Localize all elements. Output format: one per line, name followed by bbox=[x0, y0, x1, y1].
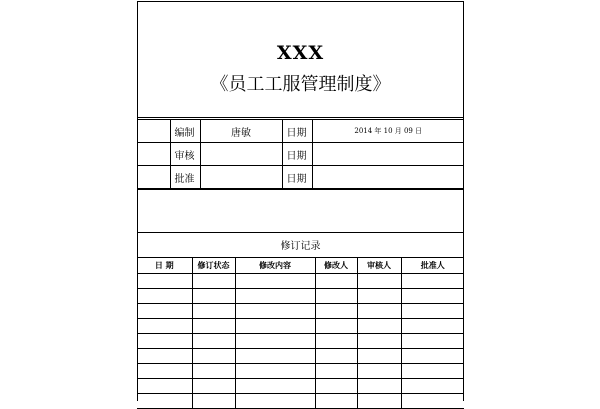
table-cell bbox=[401, 394, 464, 409]
table-cell bbox=[192, 364, 235, 379]
signoff-date-label: 日期 bbox=[282, 166, 312, 189]
table-row bbox=[137, 289, 464, 304]
table-cell bbox=[315, 394, 357, 409]
table-row bbox=[137, 274, 464, 289]
table-cell bbox=[192, 334, 235, 349]
table-cell bbox=[401, 319, 464, 334]
table-cell bbox=[357, 274, 401, 289]
table-cell bbox=[235, 304, 315, 319]
table-cell bbox=[137, 364, 192, 379]
signoff-blank-cell bbox=[137, 166, 170, 189]
table-cell bbox=[192, 304, 235, 319]
signoff-label: 编制 bbox=[170, 120, 200, 143]
document-title: 《员工工服管理制度》 bbox=[210, 74, 391, 95]
table-row bbox=[137, 364, 464, 379]
table-cell bbox=[401, 334, 464, 349]
table-cell bbox=[137, 349, 192, 364]
table-cell bbox=[235, 349, 315, 364]
table-row bbox=[137, 334, 464, 349]
table-cell bbox=[137, 379, 192, 394]
table-cell bbox=[235, 364, 315, 379]
table-cell bbox=[235, 334, 315, 349]
signoff-label: 审核 bbox=[170, 143, 200, 166]
signoff-label: 批准 bbox=[170, 166, 200, 189]
table-cell bbox=[401, 349, 464, 364]
table-cell bbox=[315, 379, 357, 394]
table-row bbox=[137, 304, 464, 319]
table-cell bbox=[192, 274, 235, 289]
title-block bbox=[138, 1, 463, 118]
signoff-row-approved bbox=[137, 166, 464, 189]
table-cell bbox=[401, 274, 464, 289]
table-row bbox=[137, 394, 464, 409]
table-cell bbox=[137, 274, 192, 289]
revision-body bbox=[137, 274, 464, 409]
table-cell bbox=[192, 319, 235, 334]
table-cell bbox=[192, 289, 235, 304]
table-cell bbox=[192, 349, 235, 364]
table-cell bbox=[137, 334, 192, 349]
signoff-date bbox=[312, 143, 464, 166]
table-cell bbox=[357, 289, 401, 304]
col-modifier: 修改人 bbox=[315, 258, 357, 274]
table-cell bbox=[357, 334, 401, 349]
revision-table bbox=[137, 257, 464, 409]
table-cell bbox=[401, 379, 464, 394]
table-cell bbox=[401, 289, 464, 304]
table-cell bbox=[357, 379, 401, 394]
table-cell bbox=[357, 319, 401, 334]
signoff-date: 2014 年 10 月 09 日 bbox=[312, 120, 464, 143]
signoff-row-prepared bbox=[137, 120, 464, 143]
table-cell bbox=[401, 364, 464, 379]
signoff-name bbox=[200, 166, 282, 189]
table-cell bbox=[235, 379, 315, 394]
table-cell bbox=[315, 319, 357, 334]
document-code: XXX bbox=[276, 42, 325, 64]
signoff-blank-cell bbox=[137, 120, 170, 143]
table-cell bbox=[137, 304, 192, 319]
table-cell bbox=[315, 349, 357, 364]
signoff-blank-cell bbox=[137, 143, 170, 166]
table-cell bbox=[401, 304, 464, 319]
table-cell bbox=[315, 334, 357, 349]
signoff-date-label: 日期 bbox=[282, 120, 312, 143]
signoff-date bbox=[312, 166, 464, 189]
table-cell bbox=[235, 319, 315, 334]
table-cell bbox=[357, 304, 401, 319]
table-cell bbox=[235, 394, 315, 409]
revision-title: 修订记录 bbox=[280, 241, 321, 252]
table-cell bbox=[137, 319, 192, 334]
table-row bbox=[137, 349, 464, 364]
table-cell bbox=[192, 379, 235, 394]
signoff-name bbox=[200, 143, 282, 166]
table-cell bbox=[357, 349, 401, 364]
table-cell bbox=[137, 394, 192, 409]
col-date: 日 期 bbox=[137, 258, 192, 274]
table-cell bbox=[315, 304, 357, 319]
revision-header-row bbox=[137, 258, 464, 274]
table-cell bbox=[315, 289, 357, 304]
table-cell bbox=[315, 274, 357, 289]
col-change-content: 修改内容 bbox=[235, 258, 315, 274]
blank-section bbox=[138, 189, 463, 233]
table-cell bbox=[357, 394, 401, 409]
signoff-date-label: 日期 bbox=[282, 143, 312, 166]
table-cell bbox=[235, 274, 315, 289]
col-reviewer: 审核人 bbox=[357, 258, 401, 274]
table-cell bbox=[357, 364, 401, 379]
col-approver: 批准人 bbox=[401, 258, 464, 274]
table-row bbox=[137, 319, 464, 334]
document-page bbox=[137, 1, 464, 401]
table-row bbox=[137, 379, 464, 394]
signoff-name: 唐敏 bbox=[200, 120, 282, 143]
table-cell bbox=[137, 289, 192, 304]
col-revision-status: 修订状态 bbox=[192, 258, 235, 274]
table-cell bbox=[315, 364, 357, 379]
signoff-row-reviewed bbox=[137, 143, 464, 166]
table-cell bbox=[192, 394, 235, 409]
signoff-table bbox=[137, 119, 464, 189]
table-cell bbox=[235, 289, 315, 304]
